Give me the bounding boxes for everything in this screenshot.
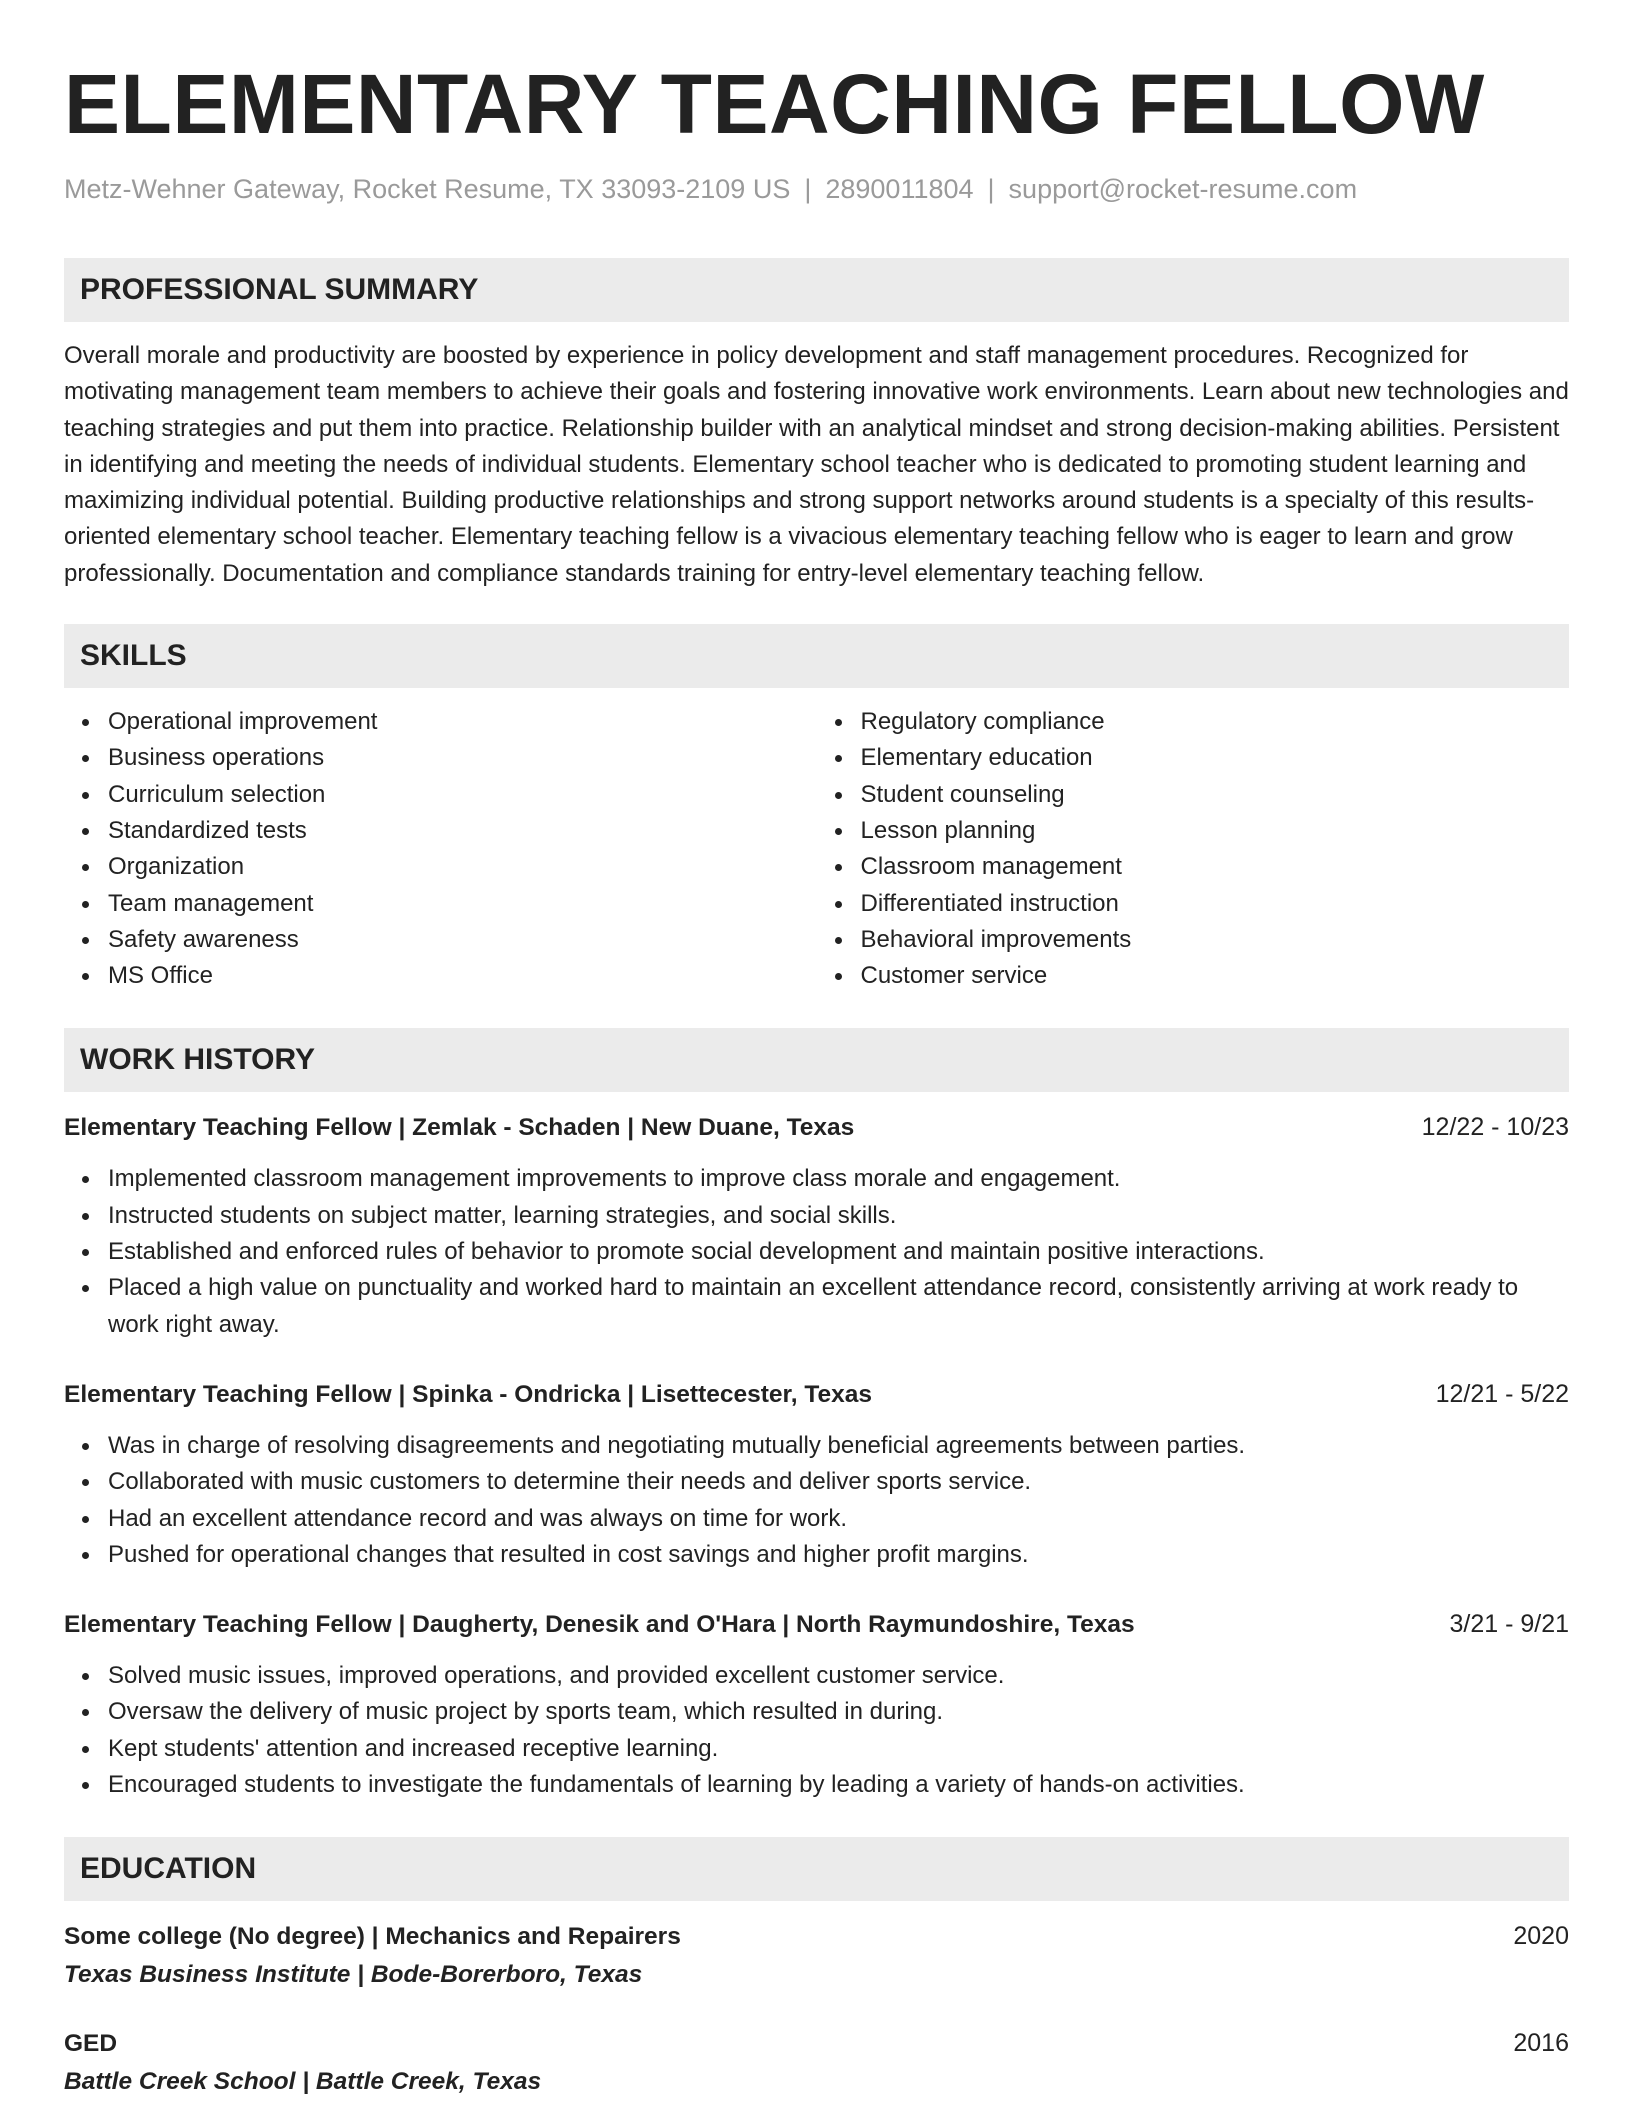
contact-address: Metz-Wehner Gateway, Rocket Resume, TX 33093-2109 US xyxy=(64,174,791,204)
education-year: 2020 xyxy=(1513,1922,1569,1951)
skill-item: Safety awareness xyxy=(108,922,817,958)
job-bullet: Collaborated with music customers to determine their needs and deliver sports service. xyxy=(108,1464,1569,1500)
contact-email: support@rocket-resume.com xyxy=(1008,174,1358,204)
contact-line xyxy=(64,172,1569,206)
contact-phone: 2890011804 xyxy=(825,174,974,204)
section-header-summary: PROFESSIONAL SUMMARY xyxy=(64,258,1569,322)
job-dates: 3/21 - 9/21 xyxy=(1449,1610,1569,1639)
skill-item: Behavioral improvements xyxy=(861,922,1570,958)
job-bullet: Kept students' attention and increased receptive learning. xyxy=(108,1731,1569,1767)
skills-column-left xyxy=(64,704,817,994)
education-year: 2016 xyxy=(1513,2029,1569,2058)
skill-item: Elementary education xyxy=(861,740,1570,776)
section-header-work-history: WORK HISTORY xyxy=(64,1028,1569,1092)
skills-grid xyxy=(64,704,1569,994)
skill-item: Student counseling xyxy=(861,777,1570,813)
contact-separator: | xyxy=(987,174,995,204)
job-bullets xyxy=(64,1161,1569,1342)
skill-item: Standardized tests xyxy=(108,813,817,849)
job-bullet: Established and enforced rules of behavior to promote social development and maintain positive interactions. xyxy=(108,1234,1569,1270)
skill-item: Team management xyxy=(108,886,817,922)
job-title-row xyxy=(64,1110,1569,1145)
job-dates: 12/21 - 5/22 xyxy=(1435,1379,1569,1408)
job-entry xyxy=(64,1377,1569,1573)
skills-column-right xyxy=(817,704,1570,994)
job-entry xyxy=(64,1110,1569,1342)
skill-item: Classroom management xyxy=(861,849,1570,885)
summary-text: Overall morale and productivity are boosted by experience in policy development and staff management procedures. Recognized for motivating management team members to achieve their goals and fostering innovative work environments. Learn about new technologies and teaching strategies and put them into practice. Relationship builder with an analytical mindset and strong decision-making abilities. Persistent in identifying and meeting the needs of individual students. Elementary school teacher who is dedicated to promoting student learning and maximizing individual potential. Building productive relationships and strong support networks around students is a specialty of this results-oriented elementary school teacher. Elementary teaching fellow is a vivacious elementary teaching fellow who is eager to learn and grow professionally. Documentation and compliance standards training for entry-level elementary teaching fellow. xyxy=(64,342,1569,587)
job-bullet: Pushed for operational changes that resulted in cost savings and higher profit margins. xyxy=(108,1537,1569,1573)
job-bullet: Instructed students on subject matter, learning strategies, and social skills. xyxy=(108,1198,1569,1234)
education-school: Battle Creek School | Battle Creek, Texas xyxy=(64,2068,542,2096)
job-bullet: Implemented classroom management improvements to improve class morale and engagement. xyxy=(108,1161,1569,1197)
skill-item: Business operations xyxy=(108,740,817,776)
section-header-skills: SKILLS xyxy=(64,624,1569,688)
skill-item: Regulatory compliance xyxy=(861,704,1570,740)
job-bullet: Solved music issues, improved operations, and provided excellent customer service. xyxy=(108,1658,1569,1694)
job-bullet: Encouraged students to investigate the fundamentals of learning by leading a variety of hands-on activities. xyxy=(108,1767,1569,1803)
education-entry xyxy=(64,2026,1569,2099)
skill-item: Lesson planning xyxy=(861,813,1570,849)
skill-item: MS Office xyxy=(108,958,817,994)
job-bullets xyxy=(64,1428,1569,1573)
education-title: GED xyxy=(64,2030,118,2058)
skill-item: Differentiated instruction xyxy=(861,886,1570,922)
job-entry xyxy=(64,1607,1569,1803)
job-title-row xyxy=(64,1607,1569,1642)
skill-item: Curriculum selection xyxy=(108,777,817,813)
job-bullet: Oversaw the delivery of music project by sports team, which resulted in during. xyxy=(108,1694,1569,1730)
resume-name: ELEMENTARY TEACHING FELLOW xyxy=(64,57,1485,151)
job-title: Elementary Teaching Fellow | Zemlak - Schaden | New Duane, Texas xyxy=(64,1114,855,1142)
section-header-education: EDUCATION xyxy=(64,1837,1569,1901)
education-title-row xyxy=(64,2026,1569,2061)
job-bullet: Placed a high value on punctuality and worked hard to maintain an excellent attendance record, consistently arriving at work ready to work right away. xyxy=(108,1270,1569,1343)
skill-item: Customer service xyxy=(861,958,1570,994)
job-title-row xyxy=(64,1377,1569,1412)
education-title: Some college (No degree) | Mechanics and Repairers xyxy=(64,1923,681,1951)
job-dates: 12/22 - 10/23 xyxy=(1421,1113,1569,1142)
skill-item: Organization xyxy=(108,849,817,885)
job-bullets xyxy=(64,1658,1569,1803)
job-bullet: Was in charge of resolving disagreements and negotiating mutually beneficial agreements between parties. xyxy=(108,1428,1569,1464)
contact-separator: | xyxy=(804,174,812,204)
education-school: Texas Business Institute | Bode-Borerboro, Texas xyxy=(64,1961,643,1989)
skill-item: Operational improvement xyxy=(108,704,817,740)
education-title-row xyxy=(64,1919,1569,1954)
job-title: Elementary Teaching Fellow | Spinka - Ondricka | Lisettecester, Texas xyxy=(64,1380,872,1408)
education-entry xyxy=(64,1919,1569,1992)
job-title: Elementary Teaching Fellow | Daugherty, Denesik and O'Hara | North Raymundoshire, Texas xyxy=(64,1611,1135,1639)
job-bullet: Had an excellent attendance record and was always on time for work. xyxy=(108,1501,1569,1537)
